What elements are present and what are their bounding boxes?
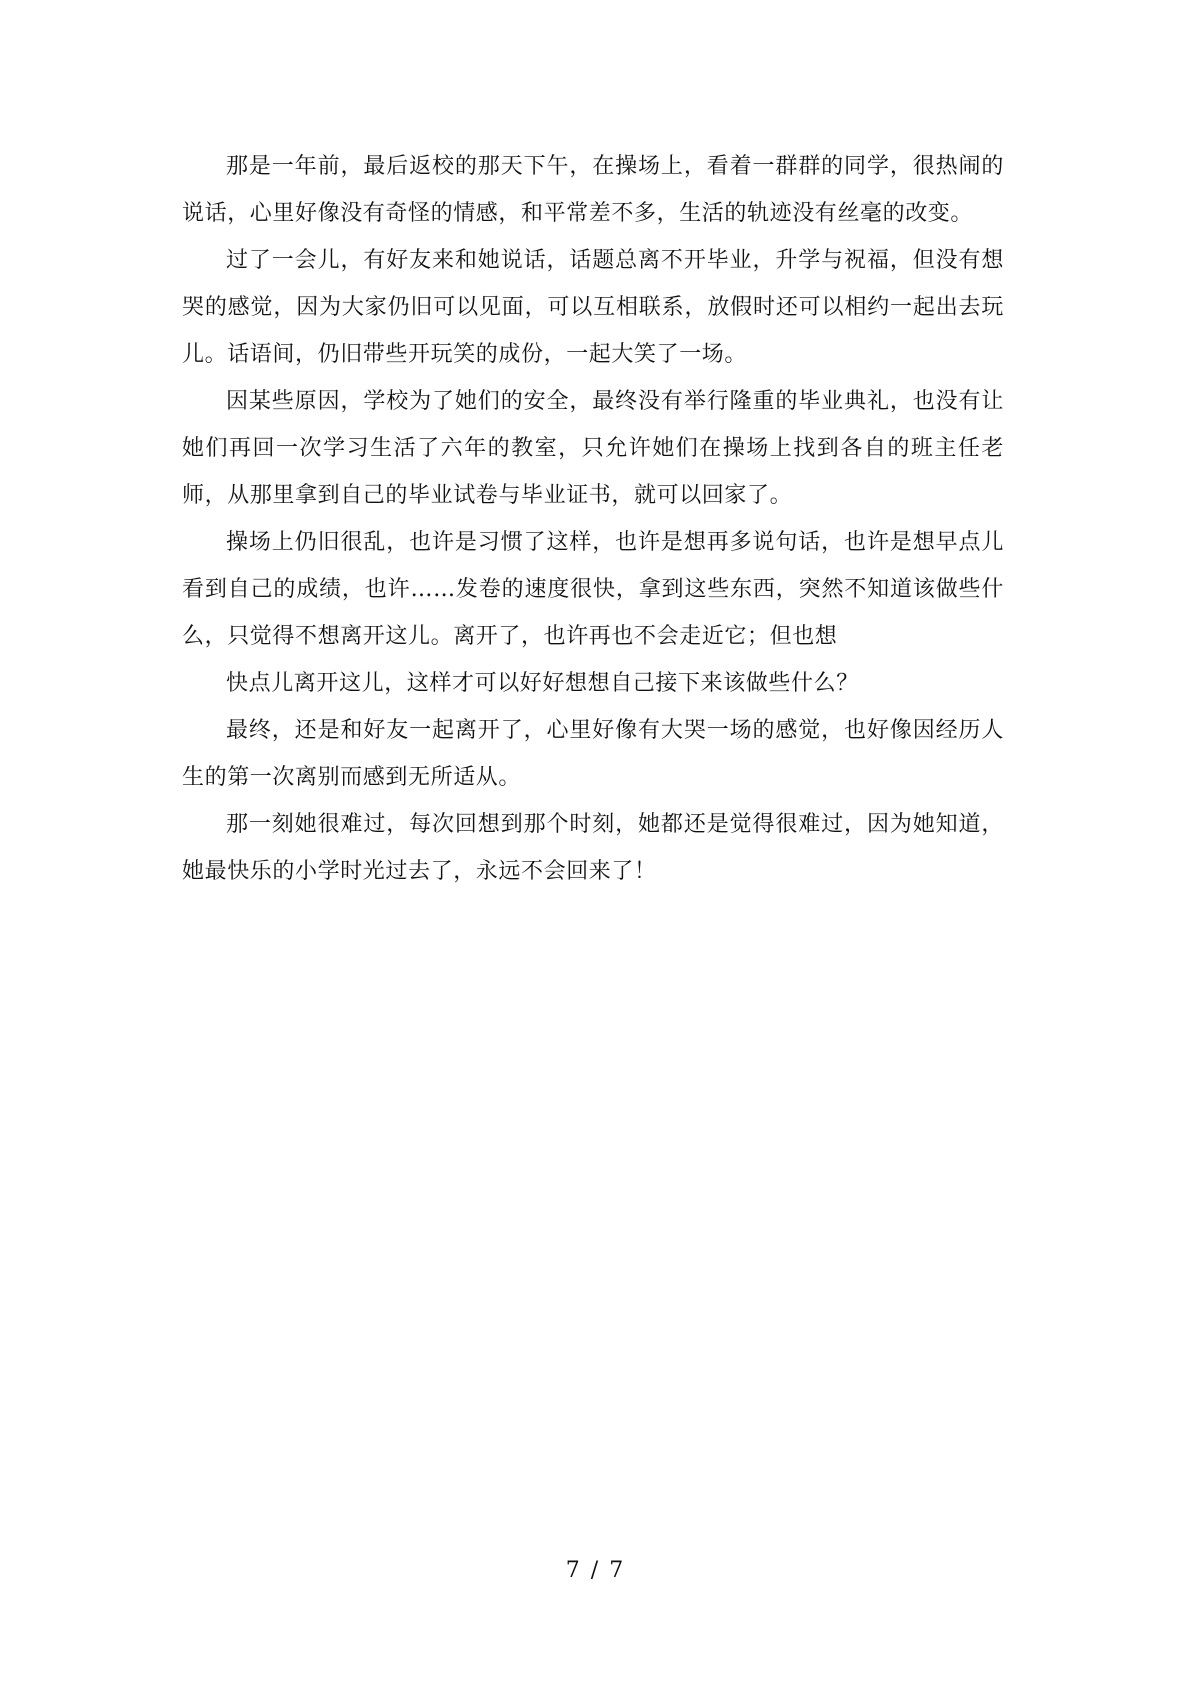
- document-body: [182, 143, 1004, 895]
- paragraph: 过了一会儿，有好友来和她说话，话题总离不开毕业，升学与祝福，但没有想哭的感觉，因为大家仍旧可以见面，可以互相联系，放假时还可以相约一起出去玩儿。话语间，仍旧带些开玩笑的成份，一起大笑了一场。: [182, 248, 1004, 367]
- paragraph: 快点儿离开这儿，这样才可以好好想想自己接下来该做些什么？: [226, 671, 859, 696]
- paragraph: 最终，还是和好友一起离开了，心里好像有大哭一场的感觉，也好像因经历人生的第一次离别而感到无所适从。: [182, 718, 1004, 790]
- paragraph: 因某些原因，学校为了她们的安全，最终没有举行隆重的毕业典礼，也没有让她们再回一次学习生活了六年的教室，只允许她们在操场上找到各自的班主任老师，从那里拿到自己的毕业试卷与毕业证书，就可以回家了。: [182, 389, 1004, 508]
- page-number: 7 / 7: [565, 1558, 626, 1583]
- paragraph: 那一刻她很难过，每次回想到那个时刻，她都还是觉得很难过，因为她知道，她最快乐的小学时光过去了，永远不会回来了！: [182, 812, 1004, 884]
- paragraph: 那是一年前，最后返校的那天下午，在操场上，看着一群群的同学，很热闹的说话，心里好像没有奇怪的情感，和平常差不多，生活的轨迹没有丝毫的改变。: [182, 154, 1004, 226]
- paragraph: 操场上仍旧很乱，也许是习惯了这样，也许是想再多说句话，也许是想早点儿看到自己的成绩，也许……发卷的速度很快，拿到这些东西，突然不知道该做些什么，只觉得不想离开这儿。离开了，也许再也不会走近它；但也想: [182, 530, 1004, 649]
